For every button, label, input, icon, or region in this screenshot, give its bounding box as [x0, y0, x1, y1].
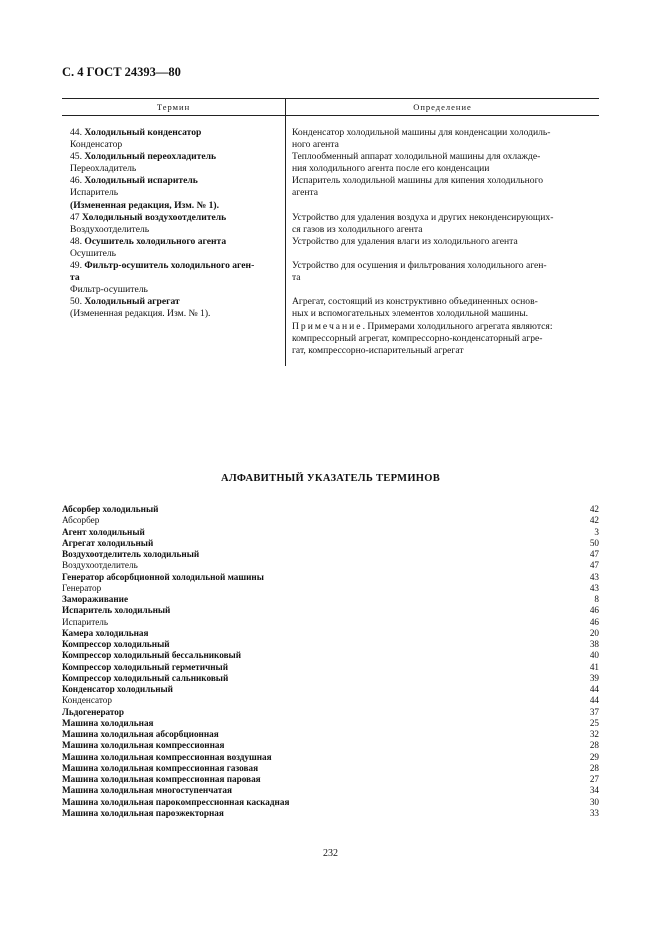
index-entry [62, 639, 599, 650]
term-line-text: 50. [70, 296, 85, 308]
definition-line [292, 284, 599, 296]
index-entry-number: 27 [589, 774, 599, 784]
index-entry-number: 46 [589, 616, 599, 627]
index-entry-term: Камера холодильная [62, 627, 149, 638]
term-line-text: 48. [70, 235, 85, 247]
term-line [70, 272, 282, 284]
definition-line [292, 127, 599, 139]
index-entry-term: Машина холодильная компрессионная [62, 740, 225, 751]
term-line [70, 248, 282, 260]
index-entry-number: 8 [594, 594, 599, 604]
index-entry [62, 718, 599, 729]
index-entry-number: 28 [589, 740, 599, 751]
term-line-text: 44. [70, 127, 85, 138]
index-entry-term: Машина холодильная абсорбционная [62, 729, 219, 739]
definition-line [292, 236, 599, 248]
index-entry [62, 605, 599, 616]
index-entry [62, 797, 599, 808]
index-entry-term: Замораживание [62, 594, 129, 604]
definition-line [292, 200, 599, 212]
index-entry-term: Машина холодильная [62, 717, 154, 728]
index-entry-term: Компрессор холодильный сальниковый [62, 672, 229, 683]
definition-line [292, 151, 599, 163]
index-entry-term: Агент холодильный [62, 526, 145, 537]
definition-line-text: агента [292, 187, 319, 199]
term-line-text: Холодильный переохладитель [84, 151, 217, 163]
term-line [70, 260, 282, 272]
index-entry-number: 42 [589, 515, 599, 526]
index-entry-number: 44 [589, 684, 599, 694]
definition-line [292, 272, 599, 284]
index-entry-number: 50 [589, 537, 599, 548]
index-entry-term: Конденсатор [62, 695, 112, 706]
definition-line-text: ных и вспомогательных элементов холодильной машины. [292, 308, 529, 320]
index-entry-number: 30 [589, 796, 599, 807]
definition-line-text: та [292, 272, 301, 284]
definition-line-text: ного агента [292, 139, 339, 151]
index-entry-number: 29 [589, 751, 599, 762]
page-number: 232 [323, 848, 338, 859]
term-line-text: 49. [70, 260, 85, 272]
definition-line-text: Агрегат, состоящий из конструктивно объединенных основ- [292, 296, 538, 308]
definition-line-text: Устройство для удаления влаги из холодильного агента [292, 235, 518, 247]
index-entry-term: Абсорбер [62, 515, 100, 526]
index-entry [62, 684, 599, 695]
term-line [70, 296, 282, 308]
term-line [70, 284, 282, 296]
term-line-text: 47 [70, 211, 82, 223]
index-entry-number: 28 [589, 762, 599, 773]
table-top-rule [62, 98, 599, 99]
index-entry [62, 594, 599, 605]
index-entry-number: 37 [589, 706, 599, 717]
definition-line-text: . Примерами холодильного агрегата являются: [362, 320, 553, 332]
definition-line [292, 224, 599, 236]
term-line-text: та [70, 272, 80, 284]
definitions-column [292, 127, 599, 357]
index-entry [62, 740, 599, 751]
definition-line-text: Примечание [292, 320, 363, 332]
column-header-term: Термин [156, 102, 191, 112]
term-line-text: 46. [70, 175, 85, 187]
index-entry [62, 515, 599, 526]
definition-line [292, 260, 599, 272]
definition-line-text: компрессорный агрегат, компрессорно-конденсаторный агре- [292, 332, 543, 344]
index-entry-term: Воздухоотделитель [62, 560, 138, 571]
index-entry-number: 32 [589, 729, 599, 739]
index-entry-term: Машина холодильная многоступенчатая [62, 785, 232, 796]
index-entry-term: Испаритель холодильный [62, 605, 171, 616]
term-line [70, 236, 282, 248]
definition-line [292, 163, 599, 175]
index-entry-number: 43 [589, 571, 599, 582]
definition-line [292, 139, 599, 151]
definition-line-text: гат, компрессорно-испарительный агрегат [292, 344, 464, 356]
term-line-text: Фильтр-осушитель холодильного аген- [84, 260, 255, 272]
definition-line-text: Устройство для осушения и фильтрования холодильного аген- [292, 260, 547, 272]
definition-line [292, 248, 599, 260]
index-entry [62, 695, 599, 706]
term-line [70, 200, 282, 212]
index-entry-term: Генератор абсорбционной холодильной машины [62, 571, 264, 582]
index-entry-number: 20 [589, 627, 599, 638]
term-line-text: (Измененная редакция. Изм. № 1). [70, 308, 211, 320]
index-entry-term: Агрегат холодильный [62, 537, 154, 548]
term-line [70, 308, 282, 320]
definition-line-text: ся газов из холодильного агента [292, 223, 423, 235]
index-entry [62, 628, 599, 639]
definition-line-text: ния холодильного агента после его конденсации [292, 163, 490, 175]
term-line [70, 224, 282, 236]
index-entry [62, 504, 599, 515]
index-entry-number: 43 [589, 582, 599, 593]
term-line [70, 163, 282, 175]
term-line [70, 212, 282, 224]
term-line-text: Холодильный агрегат [84, 296, 180, 308]
index-title: АЛФАВИТНЫЙ УКАЗАТЕЛЬ ТЕРМИНОВ [220, 473, 441, 484]
index-entry [62, 763, 599, 774]
index-entry-term: Компрессор холодильный [62, 639, 170, 649]
index-entry-term: Воздухоотделитель холодильный [62, 549, 200, 559]
index-entry-term: Конденсатор холодильный [62, 684, 173, 694]
definition-line-text: Испаритель холодильной машины для кипения холодильного [292, 175, 544, 187]
index-entry-term: Генератор [62, 582, 102, 593]
index-entry [62, 617, 599, 628]
index-entry [62, 560, 599, 571]
index-entry-number: 44 [589, 695, 599, 706]
index-entry [62, 785, 599, 796]
term-line [70, 139, 282, 151]
term-line [70, 151, 282, 163]
index-entry [62, 572, 599, 583]
term-line [70, 175, 282, 187]
index-entry [62, 808, 599, 819]
index-entry-term: Машина холодильная парокомпрессионная каскадная [62, 796, 290, 807]
index-entry-term: Компрессор холодильный герметичный [62, 661, 229, 672]
index-entry-number: 25 [589, 717, 599, 728]
index-entry-number: 47 [589, 560, 599, 571]
term-line-text: Холодильный конденсатор [84, 127, 202, 138]
index-entry [62, 752, 599, 763]
index-entry [62, 650, 599, 661]
terms-column [70, 127, 282, 321]
index-entry [62, 707, 599, 718]
term-line-text: 45. [70, 151, 85, 163]
definition-line [292, 187, 599, 199]
definition-line-text: Теплообменный аппарат холодильной машины для охлажде- [292, 151, 541, 163]
term-line [70, 127, 282, 139]
term-line-text: Осушитель холодильного агента [84, 235, 227, 247]
index-entry [62, 673, 599, 684]
definition-line [292, 321, 599, 333]
index-entry-term: Абсорбер холодильный [62, 504, 159, 514]
index-entry-term: Компрессор холодильный бессальниковый [62, 650, 242, 661]
term-line-text: Испаритель [70, 187, 119, 199]
term-line-text: Осушитель [70, 247, 116, 259]
index-entry-number: 39 [589, 672, 599, 683]
index-entry-term: Машина холодильная пароэжекторная [62, 807, 224, 818]
table-column-divider [285, 98, 286, 366]
index-entry-term: Машина холодильная компрессионная газовая [62, 762, 259, 773]
index-entry-number: 41 [589, 661, 599, 672]
index-entry-term: Машина холодильная компрессионная воздушная [62, 751, 272, 762]
index-entry-term: Испаритель [62, 616, 109, 627]
definition-line-text: Конденсатор холодильной машины для конденсации холодиль- [292, 127, 551, 138]
term-line-text: Воздухоотделитель [70, 223, 150, 235]
index-entry [62, 549, 599, 560]
term-line-text: Конденсатор [70, 139, 123, 151]
definition-line [292, 333, 599, 345]
index-entry-number: 33 [589, 807, 599, 818]
term-line-text: Переохладитель [70, 163, 137, 175]
index-entry-number: 38 [589, 639, 599, 649]
term-line-text: Фильтр-осушитель [70, 284, 148, 296]
index-entry-number: 46 [589, 605, 599, 616]
column-header-definition: Определение [413, 102, 472, 112]
definition-line [292, 296, 599, 308]
index-entry [62, 583, 599, 594]
index-entry-number: 34 [589, 785, 599, 796]
index-entry-term: Машина холодильная компрессионная паровая [62, 774, 261, 784]
definition-line [292, 345, 599, 357]
index-entry [62, 662, 599, 673]
definition-line [292, 175, 599, 187]
alphabetical-index [62, 504, 599, 819]
index-entry-number: 47 [589, 549, 599, 559]
term-line [70, 187, 282, 199]
table-head-rule [62, 115, 599, 116]
term-line-text: Холодильный испаритель [84, 175, 198, 187]
term-line-text: (Измененная редакция, Изм. № 1). [70, 199, 220, 211]
definition-line [292, 212, 599, 224]
definition-line [292, 308, 599, 320]
page-header: С. 4 ГОСТ 24393—80 [62, 65, 181, 79]
index-entry [62, 538, 599, 549]
index-entry [62, 729, 599, 740]
index-entry-number: 42 [589, 504, 599, 514]
index-entry [62, 774, 599, 785]
definition-line-text: Устройство для удаления воздуха и других неконденсирующих- [292, 211, 554, 223]
index-entry [62, 527, 599, 538]
index-entry-number: 3 [594, 526, 599, 537]
index-entry-number: 40 [589, 650, 599, 661]
term-line-text: Холодильный воздухоотделитель [82, 211, 227, 223]
index-entry-term: Льдогенератор [62, 706, 125, 717]
